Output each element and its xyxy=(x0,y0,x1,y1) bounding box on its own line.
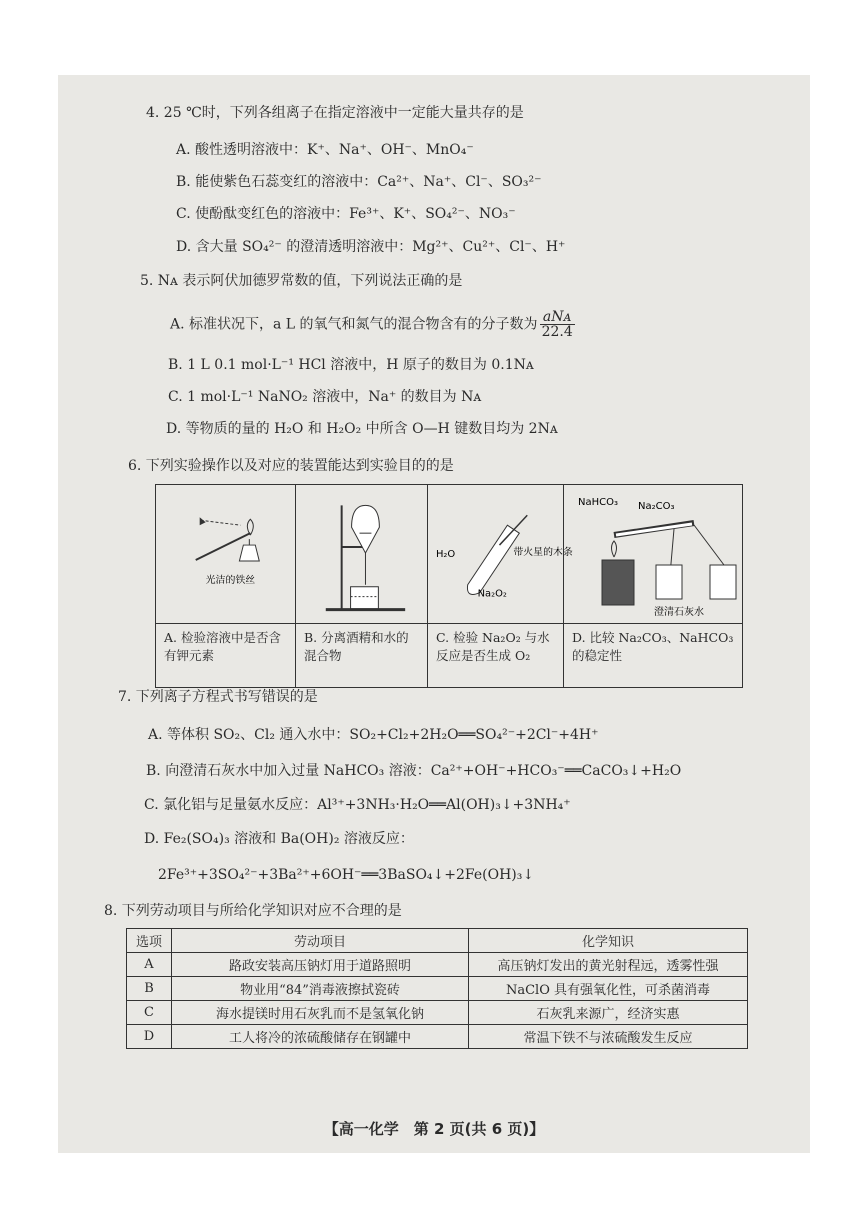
limewater-label: 澄清石灰水 xyxy=(654,607,704,618)
q7-option-b: B. 向澄清石灰水中加入过量 NaHCO₃ 溶液：Ca²⁺+OH⁻+HCO₃⁻══CaCO₃↓+H₂O xyxy=(146,763,682,779)
experiment-caption-b: B. 分离酒精和水的混合物 xyxy=(304,630,409,663)
q7-option-d-line1: D. Fe₂(SO₄)₃ 溶液和 Ba(OH)₂ 溶液反应： xyxy=(144,831,414,847)
fraction-numerator: aNᴀ xyxy=(540,310,575,325)
table-header-row xyxy=(127,929,748,953)
sodium-bicarbonate-label: NaHCO₃ xyxy=(578,497,618,508)
q4-stem: 4. 25 ℃时，下列各组离子在指定溶液中一定能大量共存的是 xyxy=(146,105,524,121)
sodium-peroxide-test-apparatus xyxy=(428,485,573,624)
row-option: A xyxy=(127,953,172,977)
q6-stem: 6. 下列实验操作以及对应的装置能达到实验目的的是 xyxy=(128,458,454,474)
q5-stem: 5. Nᴀ 表示阿伏加德罗常数的值，下列说法正确的是 xyxy=(140,273,463,289)
q7-option-c: C. 氯化铝与足量氨水反应：Al³⁺+3NH₃·H₂O══Al(OH)₃↓+3NH₄⁺ xyxy=(144,797,571,813)
experiment-caption-a: A. 检验溶液中是否含有钾元素 xyxy=(164,630,281,663)
glowing-splint-label-text: 带火星的木条 xyxy=(513,546,573,558)
table-row xyxy=(127,953,748,977)
q4-option-d: D. 含大量 SO₄²⁻ 的澄清透明溶液中：Mg²⁺、Cu²⁺、Cl⁻、H⁺ xyxy=(176,239,566,255)
row-labor: 路政安装高压钠灯用于道路照明 xyxy=(172,953,469,977)
fraction-denominator: 22.4 xyxy=(541,324,573,340)
experiment-cell-d xyxy=(564,485,742,687)
q7-stem: 7. 下列离子方程式书写错误的是 xyxy=(118,689,318,705)
row-labor: 物业用“84”消毒液擦拭瓷砖 xyxy=(172,977,469,1001)
q5-option-a-text: A. 标准状况下，a L 的氧气和氮气的混合物含有的分子数为 xyxy=(170,316,538,333)
row-option: B xyxy=(127,977,172,1001)
water-label: H₂O xyxy=(435,548,456,560)
q7-option-d-line2: 2Fe³⁺+3SO₄²⁻+3Ba²⁺+6OH⁻══3BaSO₄↓+2Fe(OH)₃↓ xyxy=(158,867,535,883)
q5-option-a xyxy=(170,310,575,339)
labor-knowledge-table xyxy=(126,928,748,1049)
thermal-stability-apparatus xyxy=(564,485,742,624)
experiment-cell-c xyxy=(428,485,573,687)
row-option: D xyxy=(127,1025,172,1049)
experiment-table xyxy=(155,484,743,688)
row-knowledge: 石灰乳来源广，经济实惠 xyxy=(469,1001,748,1025)
q5-option-b: B. 1 L 0.1 mol·L⁻¹ HCl 溶液中，H 原子的数目为 0.1Nᴀ xyxy=(168,357,534,373)
sodium-peroxide-label: Na₂O₂ xyxy=(477,588,507,600)
header-chemical-knowledge: 化学知识 xyxy=(469,929,748,953)
q4-option-c: C. 使酚酞变红色的溶液中：Fe³⁺、K⁺、SO₄²⁻、NO₃⁻ xyxy=(176,206,516,222)
row-knowledge: NaClO 具有强氧化性，可杀菌消毒 xyxy=(469,977,748,1001)
header-option: 选项 xyxy=(127,929,172,953)
q5-option-d: D. 等物质的量的 H₂O 和 H₂O₂ 中所含 O—H 键数目均为 2Nᴀ xyxy=(166,421,558,437)
q7-option-a: A. 等体积 SO₂、Cl₂ 通入水中：SO₂+Cl₂+2H₂O══SO₄²⁻+2Cl⁻+4H⁺ xyxy=(148,727,599,743)
q4-option-b: B. 能使紫色石蕊变红的溶液中：Ca²⁺、Na⁺、Cl⁻、SO₃²⁻ xyxy=(176,174,542,190)
row-knowledge: 高压钠灯发出的黄光射程远，透雾性强 xyxy=(469,953,748,977)
separatory-funnel-apparatus xyxy=(296,485,427,624)
page-footer: 【高一化学 第 2 页(共 6 页)】 xyxy=(323,1120,545,1138)
row-labor: 工人将冷的浓硫酸储存在钢罐中 xyxy=(172,1025,469,1049)
iron-wire-label: 光洁的铁丝 xyxy=(205,574,256,586)
header-labor-project: 劳动项目 xyxy=(172,929,469,953)
table-row xyxy=(127,977,748,1001)
q5-option-c: C. 1 mol·L⁻¹ NaNO₂ 溶液中，Na⁺ 的数目为 Nᴀ xyxy=(168,389,482,405)
experiment-cell-a xyxy=(156,485,296,687)
experiment-caption-c: C. 检验 Na₂O₂ 与水反应是否生成 O₂ xyxy=(436,630,550,663)
experiment-cell-b xyxy=(296,485,428,687)
table-row xyxy=(127,1001,748,1025)
experiment-caption-d: D. 比较 Na₂CO₃、NaHCO₃ 的稳定性 xyxy=(572,630,734,663)
row-labor: 海水提镁时用石灰乳而不是氢氧化钠 xyxy=(172,1001,469,1025)
q4-option-a: A. 酸性透明溶液中：K⁺、Na⁺、OH⁻、MnO₄⁻ xyxy=(176,142,474,158)
fraction xyxy=(540,310,575,339)
q8-stem: 8. 下列劳动项目与所给化学知识对应不合理的是 xyxy=(104,903,402,919)
row-option: C xyxy=(127,1001,172,1025)
sodium-carbonate-label: Na₂CO₃ xyxy=(638,501,675,512)
table-row xyxy=(127,1025,748,1049)
flame-test-apparatus xyxy=(156,485,295,624)
row-knowledge: 常温下铁不与浓硫酸发生反应 xyxy=(469,1025,748,1049)
